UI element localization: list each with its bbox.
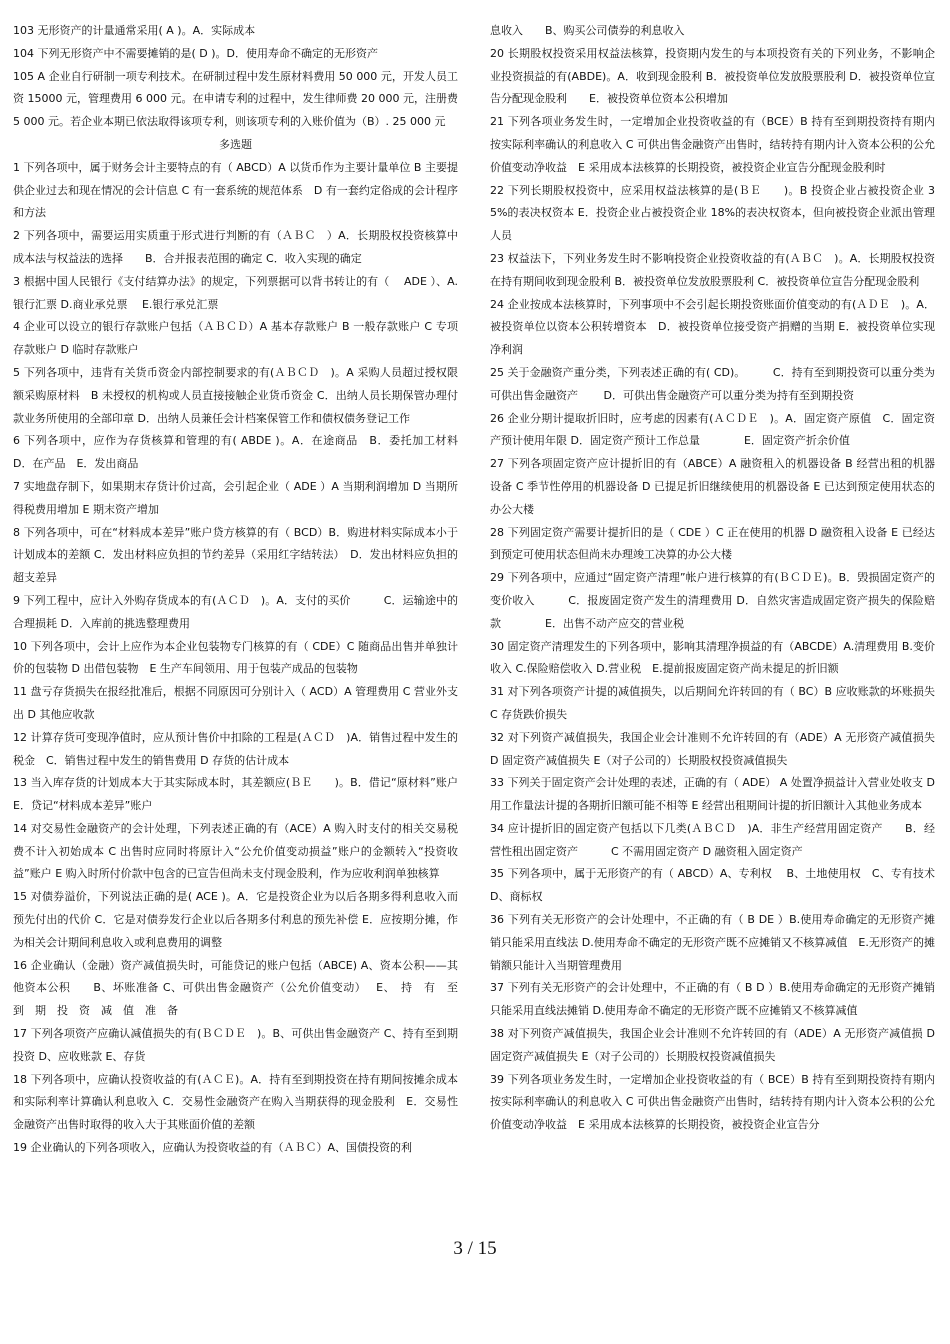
page-number: 3 / 15	[453, 1238, 497, 1259]
left-paragraph: 2 下列各项中，需要运用实质重于形式进行判断的有（ＡＢＣ ）A．长期股权投资核算中成本法与权益法的选择 B．合并报表范围的确定 C．收入实现的确定	[13, 229, 458, 265]
left-paragraph: 12 计算存货可变现净值时，应从预计售价中扣除的工程是(ＡＣＤ )A．销售过程中发生的税金 C．销售过程中发生的销售费用 D 存货的估计成本	[13, 730, 458, 767]
left-paragraph: 18 下列各项中，应确认投资收益的有(ＡＣＥ)。A．持有至到期投资在持有期间按摊余成本和实际利率计算确认利息收入 C．交易性金融资产在购入当期获得的现金股利 E．交易性金融资产出售时取得的收入大于其账面价值的差额	[13, 1072, 458, 1132]
right-paragraph: 31 对下列各项资产计提的减值损失，以后期间允许转回的有（ BC）B 应收账款的坏账损失 C 存货跌价损失	[490, 685, 935, 721]
right-column	[490, 20, 946, 1137]
left-paragraph: 10 下列各项中，会计上应作为本企业包装物专门核算的有（ CDE）C 随商品出售并单独计价的包装物 D 出借包装物 E 生产车间领用、用于包装产成品的包装物	[13, 639, 458, 676]
left-paragraph: 104 下列无形资产中不需要摊销的是( D )。D．使用寿命不确定的无形资产	[13, 46, 379, 60]
right-paragraph: 38 对下列资产减值损失，我国企业会计准则不允许转回的有（ADE）A 无形资产减值损 D 固定资产减值损失 E（对子公司的）长期股权投资减值损失	[490, 1027, 935, 1063]
right-paragraph: 26 企业分期计提取折旧时，应考虑的因素有(ＡＣＤＥ )。A．固定资产原值 C．固定资产预计使用年限 D．固定资产预计工作总量 E．固定资产折余价值	[490, 411, 935, 448]
right-paragraph: 24 企业按成本法核算时，下列事项中不会引起长期投资账面价值变动的有(ＡＤＥ )。A．被投资单位以资本公积转增资本 D．被投资单位接受资产捐赠的当期 E．被投资单位实现净利润	[490, 297, 935, 357]
left-paragraph: 9 下列工程中，应计入外购存货成本的有(ＡＣＤ )。A．支付的买价 C．运输途中的合理损耗 D．入库前的挑选整理费用	[13, 593, 458, 630]
left-paragraph: 19 企业确认的下列各项收入，应确认为投资收益的有（ＡＢＣ）A、国债投资的利	[13, 1141, 413, 1155]
right-paragraph: 32 对下列资产减值损失，我国企业会计准则不允许转回的有（ADE）A 无形资产减值损失 D 固定资产减值损失 E（对子公司的）长期股权投资减值损失	[490, 730, 935, 767]
right-paragraph: 27 下列各项固定资产应计提折旧的有（ABCE）A 融资租入的机器设备 B 经营出租的机器设备 C 季节性停用的机器设备 D 已提足折旧继续使用的机器设备 E 已达到预定使用状态的办公大楼	[490, 457, 935, 516]
right-paragraph: 37 下列有关无形资产的会计处理中，不正确的有（ B D ）B.使用寿命确定的无形资产摊销只能采用直线法摊销 D.使用寿命不确定的无形资产既不应摊销又不核算减值	[490, 981, 935, 1018]
right-paragraph: 28 下列固定资产需要计提折旧的是（ CDE ）C 正在使用的机器 D 融资租入设备 E 已经达到预定可使用状态但尚未办理竣工决算的办公大楼	[490, 525, 935, 562]
left-column	[13, 20, 491, 1160]
left-paragraph: 13 当入库存货的计划成本大于其实际成本时，其差额应(ＢＥ )。B．借记“原材料”账户 E．贷记“材料成本差异”账户	[13, 776, 491, 813]
right-paragraph: 29 下列各项中，应通过“固定资产清理”帐户进行核算的有(ＢＣＤＥ)。B．毁损固定资产的变价收入 C．报废固定资产发生的清理费用 D．自然灾害造成固定资产损失的保险赔款 E．出售不动产应交的营业税	[490, 571, 935, 630]
right-paragraph: 39 下列各项业务发生时，一定增加企业投资收益的有（ BCE）B 持有至到期投资持有期内按实际利率确认的利息收入 C 可供出售金融资产出售时，结转持有期内计入资本公积的公允价值变动净收益 E 采用成本法核算的长期投资，被投资企业宣告分	[490, 1072, 935, 1132]
left-paragraph: 14 对交易性金融资产的会计处理，下列表述正确的有（ACE）A 购入时支付的相关交易税费不计入初始成本 C 出售时应同时将原计入“公允价值变动损益”账户的金额转入“投资收益”账户 E 购入时所付价款中包含的已宣告但尚未支付现金股利，作为应收利润单独核算	[13, 821, 458, 881]
right-paragraph: 22 下列长期股权投资中，应采用权益法核算的是(ＢＥ )。B 投资企业占被投资企业 35%的表决权资本 E．投资企业占被投资企业 18%的表决权资本，但向被投资企业派出管理人员	[490, 183, 935, 243]
left-paragraph: 8 下列各项中，可在“材料成本差异”账户贷方核算的有（ BCD）B．购进材料实际成本小于计划成本的差额 C．发出材料应负担的节约差异（采用红字结转法） D．发出材料应负担的超支差异	[13, 525, 458, 585]
left-paragraph: 3 根据中国人民银行《支付结算办法》的规定，下列票据可以背书转让的有（ ADE ）、A. 银行汇票 D.商业承兑票 E.银行承兑汇票	[13, 274, 458, 311]
right-paragraph: 21 下列各项业务发生时，一定增加企业投资收益的有（BCE）B 持有至到期投资持有期内按实际利率确认的利息收入 C 可供出售金融资产出售时，结转持有期内计入资本公积的公允价值变动净收益 E 采用成本法核算的长期投资，被投资企业宣告分配现金股利时	[490, 115, 935, 174]
right-paragraph: 35 下列各项中，属于无形资产的有（ ABCD）A、专利权 B、土地使用权 C、专有技术 D、商标权	[490, 867, 946, 904]
right-paragraph: 23 权益法下，下列业务发生时不影响投资企业投资收益的有(ＡＢＣ )。A．长期股权投资在持有期间收到现金股利 B．被投资单位发放股票股利 C．被投资单位宣告分配现金股利	[490, 251, 935, 288]
left-paragraph: 4 企业可以设立的银行存款账户包括（ＡＢＣＤ）A 基本存款账户 B 一般存款账户 C 专项存款账户 D 临时存款账户	[13, 320, 458, 357]
left-paragraph: 7 实地盘存制下，如果期末存货计价过高，会引起企业（ ADE ）A 当期利润增加 D 当期所得税费用增加 E 期末资产增加	[13, 479, 458, 516]
left-paragraph: 105 A 企业自行研制一项专利技术。在研制过程中发生原材料费用 50 000 元，开发人员工资 15000 元，管理费用 6 000 元。在申请专利的过程中，发生律师费 20 000 元，注册费 5 000 元。若企业本期已依法取得该项专利，则该项专利的入账价值为（B）. 25 000 元	[13, 69, 458, 129]
left-paragraph: 103 无形资产的计量通常采用( A )。A．实际成本	[13, 24, 256, 37]
left-paragraph: 15 对债券溢价，下列说法正确的是( ACE )。A．它是投资企业为以后各期多得利息收入而预先付出的代价 C．它是对债券发行企业以后各期多付利息的预先补偿 E．应按期分摊，作为相关会计期间利息收入或利息费用的调整	[13, 890, 458, 949]
right-paragraph: 33 下列关于固定资产会计处理的表述，正确的有（ ADE） A 处置净损益计入营业处收支 D 用工作量法计提的各期折旧额可能不相等 E 经营出租期间计提的折旧额计入其他业务成本	[490, 776, 935, 813]
right-paragraph: 20 长期股权投资采用权益法核算，投资期内发生的与本项投资有关的下列业务，不影响企业投资损益的有(ABDE)。A．收到现金股利 B．被投资单位发放股票股利 D．被投资单位宣告分配现金股利 E．被投资单位资本公积增加	[490, 46, 935, 106]
right-paragraph: 25 关于金融资产重分类，下列表述正确的有( CD)。 C．持有至到期投资可以重分类为可供出售金融资产 D．可供出售金融资产可以重分类为持有至到期投资	[490, 365, 935, 402]
left-paragraph: 1 下列各项中，属于财务会计主要特点的有（ ABCD）A 以货币作为主要计量单位 B 主要提供企业过去和现在情况的会计信息 C 有一套系统的规范体系 D 有一套约定俗成的会计程序和方法	[13, 160, 458, 220]
left-paragraph: 16 企业确认（金融）资产减值损失时，可能贷记的账户包括（ABCE) A、资本公积——其他资本公积 B、坏账准备 C、可供出售金融资产（公允价值变动） E、 持 有 至 到 期 投 资 减 值 准 备	[13, 958, 469, 1018]
right-paragraph: 34 应计提折旧的固定资产包括以下几类(ＡＢＣＤ )A．非生产经营用固定资产 B．经营性租出固定资产 C 不需用固定资产 D 融资租入固定资产	[490, 821, 935, 858]
left-paragraph: 17 下列各项资产应确认减值损失的有(ＢＣＤＥ )。B、可供出售金融资产 C、持有至到期投资 D、应收账款 E、存货	[13, 1027, 458, 1063]
right-paragraph: 36 下列有关无形资产的会计处理中，不正确的有（ B DE ）B.使用寿命确定的无形资产摊销只能采用直线法 D.使用寿命不确定的无形资产既不应摊销又不核算减值 E.无形资产的摊销额只能计入当期管理费用	[490, 913, 935, 972]
right-paragraph: 30 固定资产清理发生的下列各项中，影响其清理净损益的有（ABCDE）A.清理费用 B.变价收入 C.保险赔偿收入 D.营业税 E.提前报废固定资产尚未提足的折旧额	[490, 639, 935, 676]
left-paragraph: 5 下列各项中，违背有关货币资金内部控制要求的有(ＡＢＣＤ )。A 采购人员超过授权限额采购原材料 B 未授权的机构或人员直接接触企业货币资金 C．出纳人员长期保管办理付款业务所使用的全部印章 D．出纳人员兼任会计档案保管工作和债权债务登记工作	[13, 365, 458, 425]
right-paragraph: 息收入 B、购买公司债券的利息收入	[490, 24, 685, 37]
left-paragraph: 6 下列各项中，应作为存货核算和管理的有( ABDE )。A．在途商品 B．委托加工材料 D．在产品 E．发出商品	[13, 434, 469, 471]
section-heading: 多选题	[219, 137, 252, 151]
left-paragraph: 11 盘亏存货损失在报经批准后，根据不同原因可分别计入（ ACD）A 管理费用 C 营业外支出 D 其他应收款	[13, 685, 458, 721]
